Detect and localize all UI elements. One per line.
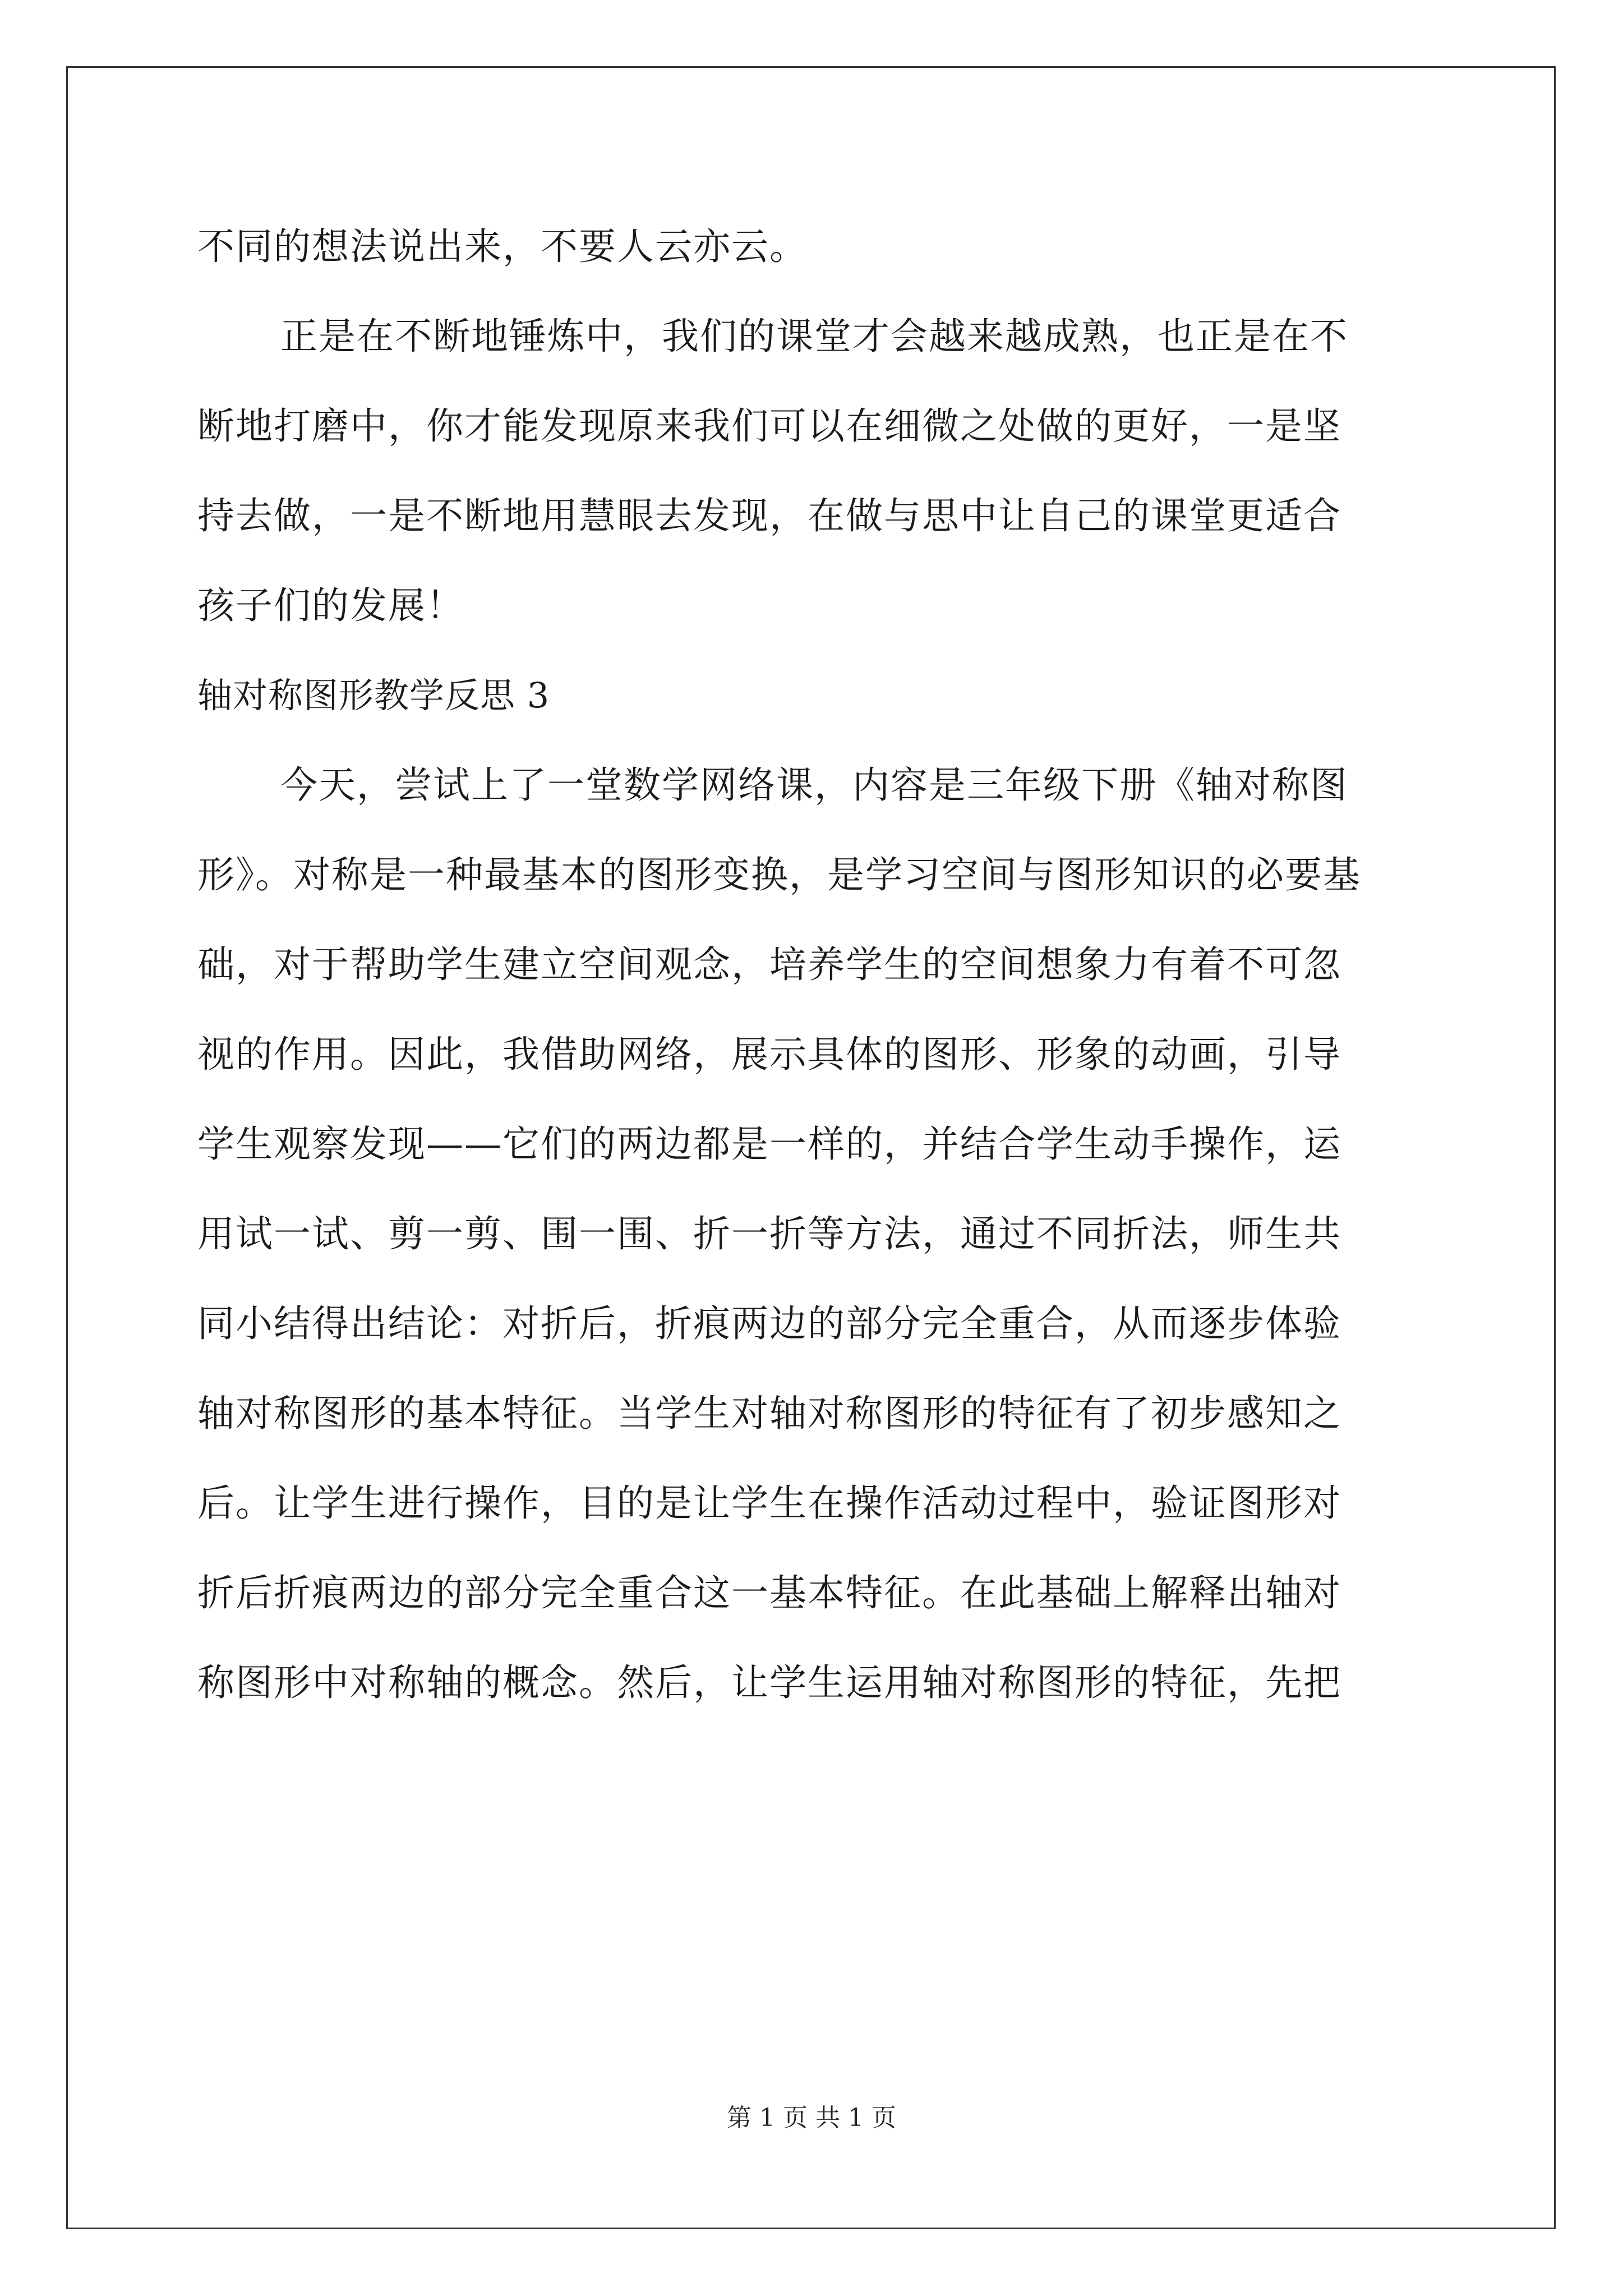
- paragraph-line: 正是在不断地锤炼中，我们的课堂才会越来越成熟，也正是在不: [280, 315, 1348, 358]
- paragraph-line: 轴对称图形的基本特征。当学生对轴对称图形的特征有了初步感知之: [197, 1392, 1341, 1435]
- paragraph-line: 断地打磨中，你才能发现原来我们可以在细微之处做的更好，一是坚: [197, 404, 1341, 448]
- paragraph-line: 今天，尝试上了一堂数学网络课，内容是三年级下册《轴对称图: [280, 763, 1348, 807]
- section-heading: 轴对称图形教学反思 3: [197, 675, 550, 716]
- paragraph-line: 础，对于帮助学生建立空间观念，培养学生的空间想象力有着不可忽: [197, 943, 1341, 986]
- document-body: [197, 202, 1431, 1728]
- paragraph-line: 同小结得出结论：对折后，折痕两边的部分完全重合，从而逐步体验: [197, 1302, 1341, 1345]
- paragraph-line: 后。让学生进行操作，目的是让学生在操作活动过程中，验证图形对: [197, 1481, 1341, 1525]
- paragraph-line: 用试一试、剪一剪、围一围、折一折等方法，通过不同折法，师生共: [197, 1212, 1341, 1255]
- paragraph-line: 视的作用。因此，我借助网络，展示具体的图形、形象的动画，引导: [197, 1033, 1341, 1076]
- paragraph-line: 称图形中对称轴的概念。然后，让学生运用轴对称图形的特征，先把: [197, 1661, 1341, 1704]
- paragraph-line: 孩子们的发展！: [197, 584, 464, 627]
- paragraph-line: 折后折痕两边的部分完全重合这一基本特征。在此基础上解释出轴对: [197, 1571, 1341, 1614]
- paragraph-line: 持去做，一是不断地用慧眼去发现，在做与思中让自己的课堂更适合: [197, 494, 1341, 537]
- paragraph-line: 形》。对称是一种最基本的图形变换，是学习空间与图形知识的必要基: [197, 853, 1361, 896]
- paragraph-line: 不同的想法说出来，不要人云亦云。: [197, 225, 808, 268]
- paragraph-line: 学生观察发现——它们的两边都是一样的，并结合学生动手操作，运: [197, 1122, 1341, 1166]
- page-footer: 第 1 页 共 1 页: [727, 2104, 896, 2132]
